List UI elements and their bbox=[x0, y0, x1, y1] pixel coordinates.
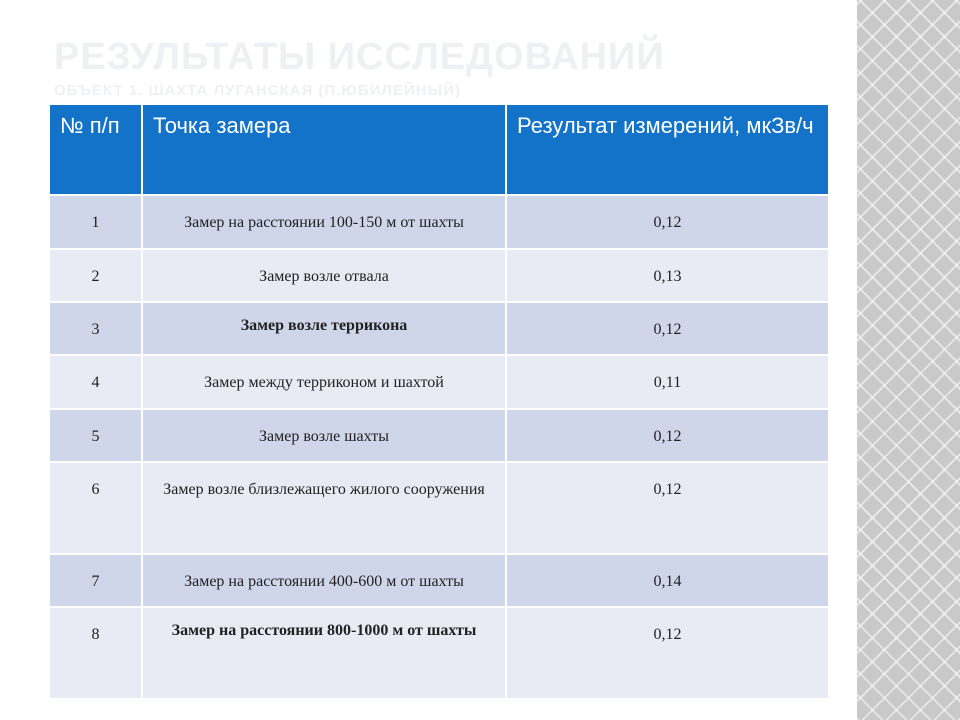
row-value: 0,12 bbox=[506, 607, 829, 699]
row-value: 0,13 bbox=[506, 249, 829, 302]
header-point: Точка замера bbox=[142, 104, 506, 195]
table-row bbox=[49, 355, 829, 409]
header-number: № п/п bbox=[49, 104, 142, 195]
row-number: 4 bbox=[49, 355, 142, 409]
row-number: 1 bbox=[49, 195, 142, 249]
row-number: 3 bbox=[49, 302, 142, 355]
row-point: Замер на расстоянии 400-600 м от шахты bbox=[142, 554, 506, 607]
row-point: Замер возле близлежащего жилого сооружения bbox=[142, 462, 506, 554]
row-point: Замер возле отвала bbox=[142, 249, 506, 302]
table-row bbox=[49, 302, 829, 355]
row-value: 0,12 bbox=[506, 302, 829, 355]
row-value: 0,12 bbox=[506, 462, 829, 554]
table-row bbox=[49, 195, 829, 249]
row-value: 0,12 bbox=[506, 195, 829, 249]
row-value: 0,11 bbox=[506, 355, 829, 409]
row-number: 6 bbox=[49, 462, 142, 554]
row-point: Замер возле террикона bbox=[142, 302, 506, 355]
row-number: 5 bbox=[49, 409, 142, 462]
row-number: 8 bbox=[49, 607, 142, 699]
row-point: Замер между терриконом и шахтой bbox=[142, 355, 506, 409]
row-point: Замер возле шахты bbox=[142, 409, 506, 462]
header-result: Результат измерений, мкЗв/ч bbox=[506, 104, 829, 195]
row-number: 7 bbox=[49, 554, 142, 607]
row-point: Замер на расстоянии 800-1000 м от шахты bbox=[142, 607, 506, 699]
table-row bbox=[49, 409, 829, 462]
row-number: 2 bbox=[49, 249, 142, 302]
table-row bbox=[49, 554, 829, 607]
slide-title: РЕЗУЛЬТАТЫ ИССЛЕДОВАНИЙ bbox=[54, 36, 665, 78]
table-row bbox=[49, 249, 829, 302]
row-value: 0,14 bbox=[506, 554, 829, 607]
table-header-row bbox=[49, 104, 829, 195]
table-row bbox=[49, 462, 829, 554]
slide-subtitle: ОБЪЕКТ 1. ШАХТА ЛУГАНСКАЯ (П.ЮБИЛЕЙНЫЙ) bbox=[54, 82, 462, 99]
row-point: Замер на расстоянии 100-150 м от шахты bbox=[142, 195, 506, 249]
decorative-sidebar-pattern bbox=[857, 0, 960, 720]
table-row bbox=[49, 607, 829, 699]
results-table bbox=[48, 103, 830, 700]
row-value: 0,12 bbox=[506, 409, 829, 462]
